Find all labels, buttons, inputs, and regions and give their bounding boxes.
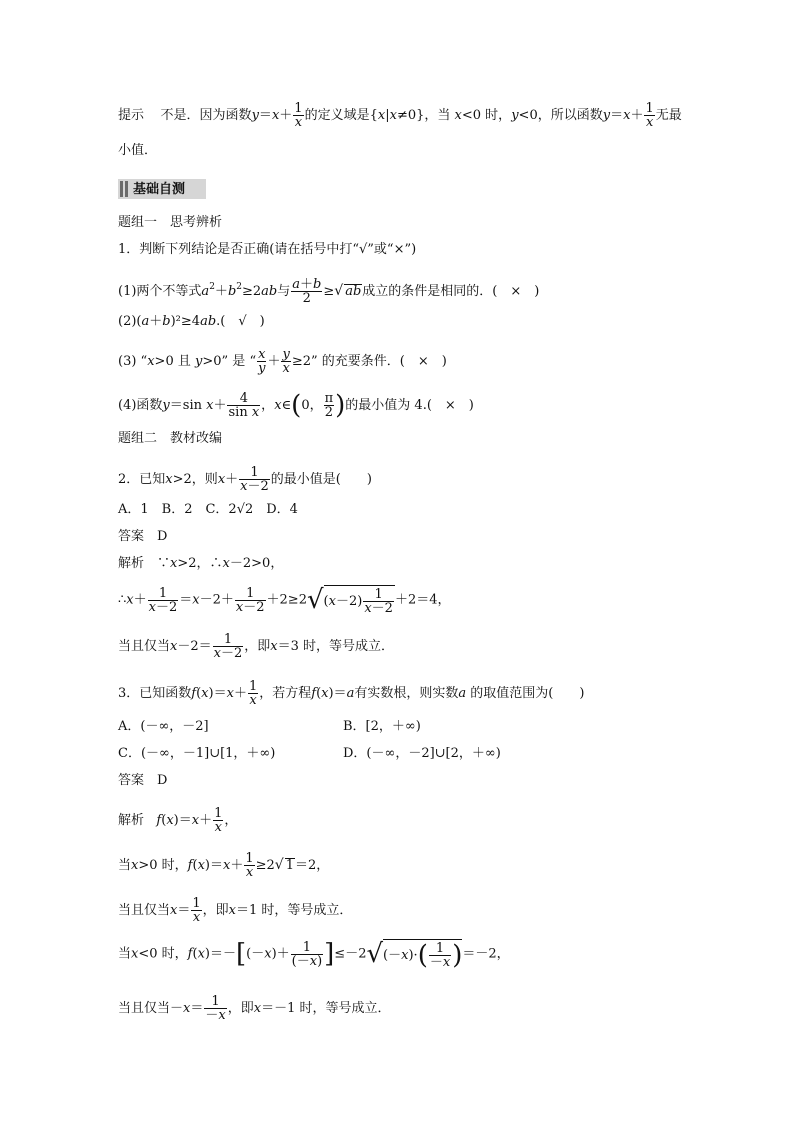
- q2-answer: 答案 D: [118, 529, 168, 544]
- q3-option-a: A．(－∞，－2]: [118, 719, 209, 734]
- q3-option-d: D．(－∞，－2]∪[2，＋∞): [343, 746, 501, 761]
- section-bars-icon: [120, 181, 130, 197]
- hint-label: 提示: [118, 108, 145, 123]
- fraction: $\frac{y}{x}$: [282, 347, 290, 376]
- q2-analysis: 解析 ∵x>2，∴x－2>0，: [118, 556, 284, 571]
- section-title: 基础自测: [133, 181, 186, 197]
- q1-stem: 1．判断下列结论是否正确(请在括号中打“√”或“×”): [118, 242, 417, 257]
- q3-case-positive: 当x>0 时，f(x)＝x＋ $\frac{1}{x}$ ≥2√ 1＝2，: [118, 851, 330, 880]
- q3-case-negative: 当x<0 时，f(x)＝－[(－x)＋ $\frac{1}{(-x)}$ ]≤－2√(－x)·( $\frac{1}{-x}$ )＝－2，: [118, 939, 510, 971]
- group2-title: 题组二 教材改编: [118, 431, 223, 446]
- fraction: $\frac{1}{x}$: [245, 851, 254, 880]
- group1-title: 题组一 思考辨析: [118, 215, 223, 230]
- q3-analysis: 解析 f(x)＝x＋ $\frac{1}{x}$ ，: [118, 806, 238, 835]
- fraction: $\frac{\pi}{2}$: [324, 391, 334, 420]
- fraction: $\frac{1}{x-2}$: [240, 465, 269, 494]
- hint-line: 提示 不是．因为函数y＝x＋ $\frac{1}{x}$ 的定义域是{x|x≠0}，当 x<0 时，y<0，所以函数y＝x＋ $\frac{1}{x}$ 无最: [118, 101, 682, 130]
- fraction: $\frac{1}{-x}$: [429, 941, 451, 970]
- fraction: $\frac{4}{\text{sin x}}$: [228, 391, 260, 420]
- fraction: $\frac{1}{x-2}$: [148, 585, 178, 615]
- fraction: $\frac{1}{x}$: [214, 806, 223, 835]
- q2-derivation: ∴x＋ $\frac{1}{x-2}$ ＝x－2＋ $\frac{1}{x-2}$ ＋2≥2√(x－2) $\frac{1}{x-2}$ ＋2＝4，: [118, 585, 451, 616]
- q2-equality: 当且仅当x－2＝ $\frac{1}{x-2}$ ，即x＝3 时，等号成立．: [118, 632, 395, 661]
- fraction: $\frac{a+b}{2}$: [292, 277, 322, 306]
- fraction: $\frac{1}{x}$: [248, 679, 258, 708]
- q3-equality-2: 当且仅当－x＝ $\frac{1}{-x}$ ，即x＝－1 时，等号成立．: [118, 994, 391, 1023]
- q1-item-4: (4)函数y＝sin x＋ $\frac{4}{\text{sin x}}$ ，x∈(0， $\frac{\pi}{2}$ )的最小值为 4.( × ): [118, 390, 474, 421]
- fraction: $\frac{1}{x-2}$: [364, 587, 393, 616]
- fraction: $\frac{1}{x}$: [192, 896, 201, 925]
- fraction: $\frac{x}{y}$: [258, 347, 266, 376]
- q1-item-2: (2)(a＋b)²≥4ab.( √ ): [118, 314, 265, 329]
- q3-option-b: B．[2，＋∞): [343, 719, 421, 734]
- q3-answer: 答案 D: [118, 773, 168, 788]
- fraction: $\frac{1}{-x}$: [205, 994, 226, 1023]
- fraction: $\frac{1}{x-2}$: [235, 585, 265, 615]
- q3-equality-1: 当且仅当x＝ $\frac{1}{x}$ ，即x＝1 时，等号成立．: [118, 896, 353, 925]
- section-header: [118, 179, 206, 199]
- fraction: $\frac{1}{x-2}$: [213, 632, 243, 661]
- fraction: $\frac{1}{x}$: [645, 101, 654, 130]
- q3-option-c: C．(－∞，－1]∪[1，＋∞): [118, 746, 276, 761]
- q3-stem: 3．已知函数f(x)＝x＋ $\frac{1}{x}$ ，若方程f(x)＝a有实数根，则实数a 的取值范围为( ): [118, 679, 585, 708]
- q1-item-1: (1)两个不等式$a^2+b^2\ge 2ab$与 $\frac{a+b}{2}$ ≥√ ab成立的条件是相同的．( × ): [118, 277, 540, 306]
- q2-stem: 2．已知x>2，则x＋ $\frac{1}{x-2}$ 的最小值是( ): [118, 465, 372, 494]
- q1-item-3: (3) “x>0 且 y>0” 是 “ $\frac{x}{y}$ ＋ $\frac{y}{x}$ ≥2” 的充要条件．( × ): [118, 347, 447, 376]
- q2-options: A．1 B．2 C．2√2 D．4: [118, 502, 298, 517]
- fraction: $\frac{1}{x}$: [294, 101, 303, 130]
- hint-line-2: 小值．: [118, 143, 158, 158]
- fraction: $\frac{1}{(-x)}$: [291, 939, 323, 969]
